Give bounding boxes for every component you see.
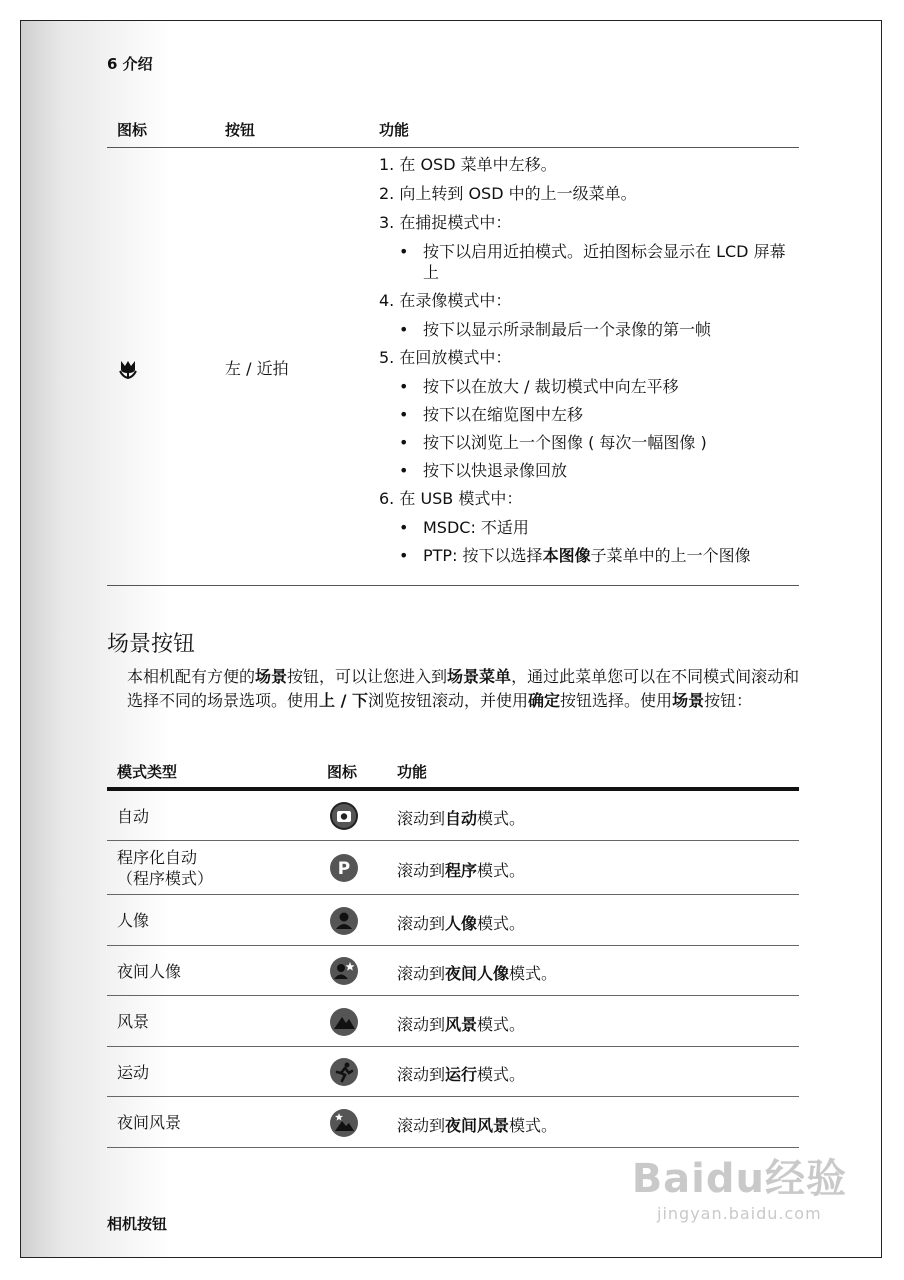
function-bullet <box>379 545 799 566</box>
table2-header-function: 功能 <box>397 763 428 781</box>
description-text: 滚动到 <box>397 861 446 880</box>
function-bullet: • 按下以在缩览图中左移 <box>379 404 799 425</box>
scene-mode-name <box>117 1062 149 1083</box>
scene-mode-description <box>397 806 525 829</box>
function-step: 6. 在 USB 模式中： <box>379 489 523 508</box>
scene-mode-name <box>117 910 149 931</box>
table1-header-function: 功能 <box>379 121 410 139</box>
function-text-part: PTP: 按下以选择 <box>423 546 543 565</box>
scene-mode-line: 夜间风景 <box>117 1113 182 1132</box>
table1-header-divider <box>107 147 799 148</box>
description-text: 模式。 <box>477 861 526 880</box>
function-step: 5. 在回放模式中： <box>379 348 512 367</box>
watermark-logo: Baidu经验 <box>631 1156 847 1202</box>
description-text: 滚动到 <box>397 809 446 828</box>
scene-mode-line: （程序模式） <box>117 869 214 888</box>
function-text-part: 子菜单中的上一个图像 <box>590 546 751 565</box>
function-step: 3. 在捕捉模式中： <box>379 213 512 232</box>
scene-mode-description <box>397 961 557 984</box>
scene-table-row <box>107 946 799 996</box>
intro-text: ，通过此菜单您可以在不同模式间滚动和选择不同的场景选项。使用 <box>127 667 800 710</box>
description-text: 滚动到 <box>397 964 446 983</box>
function-bullet: • 按下以启用近拍模式。近拍图标会显示在 LCD 屏幕上 <box>379 241 799 283</box>
description-text: 模式。 <box>477 1065 526 1084</box>
function-text-part: 本图像 <box>542 546 591 565</box>
description-text: 模式。 <box>509 1116 558 1135</box>
intro-bold-term: 场景 <box>255 667 288 686</box>
function-step: 4. 在录像模式中： <box>379 291 512 310</box>
scene-mode-line: 自动 <box>117 807 150 826</box>
description-text: 滚动到 <box>397 914 446 933</box>
description-text: 滚动到 <box>397 1015 446 1034</box>
scene-mode-description <box>397 1113 557 1136</box>
description-mode-term: 程序 <box>445 861 478 880</box>
scene-mode-name <box>117 961 181 982</box>
manual-page <box>20 20 882 1258</box>
description-mode-term: 夜间人像 <box>445 964 510 983</box>
sports-runner-icon <box>329 1057 359 1087</box>
scene-mode-line: 夜间人像 <box>117 962 182 981</box>
description-text: 滚动到 <box>397 1116 446 1135</box>
scene-mode-description <box>397 858 525 881</box>
description-mode-term: 夜间风景 <box>445 1116 510 1135</box>
scene-table-row <box>107 791 799 841</box>
portrait-icon <box>329 906 359 936</box>
scene-section-title: 场景按钮 <box>107 632 196 657</box>
description-text: 模式。 <box>477 809 526 828</box>
function-bullet: • 按下以快退录像回放 <box>379 460 799 481</box>
description-text: 模式。 <box>477 914 526 933</box>
function-bullet: • MSDC: 不适用 <box>379 517 799 538</box>
program-p-icon <box>329 853 359 883</box>
scene-table-row <box>107 895 799 946</box>
scene-mode-description <box>397 1012 525 1035</box>
scene-mode-line: 风景 <box>117 1012 150 1031</box>
scene-table-row <box>107 1047 799 1097</box>
night-portrait-icon <box>329 956 359 986</box>
intro-bold-term: 上 / 下 <box>319 691 369 710</box>
scene-mode-line: 运动 <box>117 1063 150 1082</box>
page-footer: 相机按钮 <box>107 1215 168 1233</box>
description-text: 模式。 <box>477 1015 526 1034</box>
description-text: 模式。 <box>509 964 558 983</box>
intro-text: 按钮： <box>704 691 753 710</box>
camera-auto-icon <box>329 801 359 831</box>
scene-mode-name <box>117 847 213 889</box>
function-list <box>379 154 799 573</box>
description-mode-term: 人像 <box>445 914 478 933</box>
intro-bold-term: 场景菜单 <box>447 667 512 686</box>
intro-text: 本相机配有方便的 <box>127 667 256 686</box>
chapter-header: 6 介绍 <box>107 55 153 73</box>
description-mode-term: 自动 <box>445 809 478 828</box>
intro-bold-term: 场景 <box>672 691 705 710</box>
scene-table-row <box>107 841 799 895</box>
intro-text: 按钮选择。使用 <box>560 691 673 710</box>
scene-table-row <box>107 1097 799 1148</box>
intro-bold-term: 确定 <box>528 691 561 710</box>
scene-mode-name <box>117 1112 181 1133</box>
table2-header-mode: 模式类型 <box>117 763 178 781</box>
scene-mode-line: 程序化自动 <box>117 848 198 867</box>
table2-header-icon: 图标 <box>327 763 358 781</box>
svg-text:P: P <box>337 859 351 879</box>
function-bullet: • 按下以显示所录制最后一个录像的第一帧 <box>379 319 799 340</box>
scene-mode-line: 人像 <box>117 911 150 930</box>
function-step: 1. 在 OSD 菜单中左移。 <box>379 155 557 174</box>
table1-header-button: 按钮 <box>225 121 256 139</box>
table1-bottom-divider <box>107 585 799 586</box>
baidu-watermark <box>632 1147 847 1223</box>
scene-mode-name <box>117 806 149 827</box>
scene-mode-description <box>397 1062 525 1085</box>
function-bullet: • 按下以浏览上一个图像 ( 每次一幅图像 ) <box>379 432 799 453</box>
table1-header-icon: 图标 <box>117 121 148 139</box>
scene-mode-description <box>397 911 525 934</box>
description-mode-term: 运行 <box>445 1065 478 1084</box>
watermark-url: jingyan.baidu.com <box>657 1204 822 1223</box>
description-mode-term: 风景 <box>445 1015 478 1034</box>
scene-intro-paragraph <box>127 665 803 713</box>
function-step: 2. 向上转到 OSD 中的上一级菜单。 <box>379 184 637 203</box>
description-text: 滚动到 <box>397 1065 446 1084</box>
scene-table-row <box>107 996 799 1047</box>
scene-mode-name <box>117 1011 149 1032</box>
intro-text: 浏览按钮滚动，并使用 <box>368 691 529 710</box>
intro-text: 按钮，可以让您进入到 <box>287 667 448 686</box>
night-landscape-icon <box>329 1108 359 1138</box>
macro-tulip-icon <box>117 358 139 380</box>
landscape-icon <box>329 1007 359 1037</box>
button-name-left-macro: 左 / 近拍 <box>225 359 289 378</box>
function-bullet: • 按下以在放大 / 裁切模式中向左平移 <box>379 376 799 397</box>
